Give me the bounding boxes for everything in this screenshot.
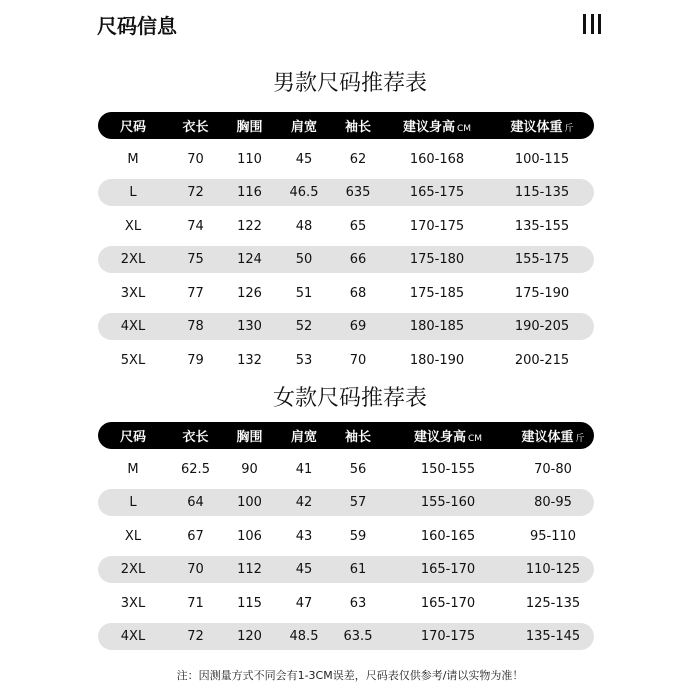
women-size-table bbox=[98, 422, 594, 650]
cell-length: 67 bbox=[187, 528, 204, 544]
cell-sleeve: 63.5 bbox=[343, 629, 373, 644]
cell-sleeve: 65 bbox=[349, 218, 367, 234]
cell-sleeve: 63 bbox=[349, 595, 367, 611]
cell-weight: 190-205 bbox=[514, 319, 570, 334]
cell-shoulder: 52 bbox=[295, 319, 313, 334]
header-length: 衣长 bbox=[182, 120, 209, 135]
cell-sleeve: 59 bbox=[349, 528, 367, 544]
cell-shoulder: 43 bbox=[295, 528, 313, 544]
cell-sleeve: 56 bbox=[349, 461, 367, 477]
cell-weight: 70-80 bbox=[534, 461, 572, 477]
cell-size: 2XL bbox=[120, 562, 146, 577]
header-chest: 胸围 bbox=[236, 120, 263, 135]
cell-weight: 135-155 bbox=[514, 218, 570, 234]
cell-chest: 120 bbox=[237, 629, 262, 644]
cell-chest: 115 bbox=[237, 595, 262, 611]
cell-height: 170-175 bbox=[409, 218, 465, 234]
cell-length: 77 bbox=[187, 285, 204, 301]
cell-height: 175-180 bbox=[409, 252, 465, 267]
cell-size: 2XL bbox=[120, 252, 146, 267]
height-unit: CM bbox=[467, 434, 483, 444]
table-row bbox=[98, 489, 594, 516]
cell-length: 71 bbox=[187, 595, 204, 611]
cell-shoulder: 46.5 bbox=[289, 185, 319, 200]
men-table-header bbox=[98, 112, 594, 139]
cell-sleeve: 57 bbox=[349, 495, 367, 510]
cell-height: 165-170 bbox=[420, 562, 476, 577]
cell-sleeve: 62 bbox=[349, 151, 367, 167]
cell-sleeve: 70 bbox=[349, 352, 367, 368]
table-row bbox=[98, 146, 594, 173]
cell-length: 64 bbox=[187, 495, 204, 510]
cell-shoulder: 47 bbox=[295, 595, 313, 611]
cell-sleeve: 635 bbox=[345, 185, 371, 200]
cell-sleeve: 66 bbox=[349, 252, 367, 267]
cell-chest: 112 bbox=[237, 562, 262, 577]
cell-shoulder: 45 bbox=[295, 562, 313, 577]
table-row bbox=[98, 456, 594, 483]
cell-shoulder: 41 bbox=[295, 461, 313, 477]
header-shoulder: 肩宽 bbox=[290, 430, 317, 445]
table-row bbox=[98, 280, 594, 307]
cell-shoulder: 53 bbox=[295, 352, 313, 368]
header-length: 衣长 bbox=[182, 430, 209, 445]
weight-unit: 斤 bbox=[564, 124, 574, 134]
cell-size: 4XL bbox=[120, 319, 146, 334]
women-table-header bbox=[98, 422, 594, 449]
cell-size: XL bbox=[124, 218, 142, 234]
cell-chest: 122 bbox=[237, 218, 262, 234]
header-height: 建议身高 CM bbox=[413, 430, 483, 445]
cell-weight: 80-95 bbox=[534, 495, 572, 510]
header-sleeve: 袖长 bbox=[344, 430, 371, 445]
cell-length: 78 bbox=[187, 319, 204, 334]
cell-size: M bbox=[127, 461, 139, 477]
header-height: 建议身高 CM bbox=[402, 120, 472, 135]
header-chest: 胸围 bbox=[236, 430, 263, 445]
cell-weight: 95-110 bbox=[529, 528, 577, 544]
cell-height: 180-185 bbox=[409, 319, 465, 334]
cell-size: L bbox=[129, 495, 137, 510]
cell-chest: 100 bbox=[237, 495, 262, 510]
header-sleeve: 袖长 bbox=[344, 120, 371, 135]
cell-chest: 126 bbox=[237, 285, 262, 301]
cell-size: M bbox=[127, 151, 139, 167]
header-shoulder: 肩宽 bbox=[290, 120, 317, 135]
cell-weight: 125-135 bbox=[525, 595, 581, 611]
cell-chest: 106 bbox=[237, 528, 262, 544]
table-row bbox=[98, 246, 594, 273]
cell-size: 3XL bbox=[120, 285, 146, 301]
cell-length: 72 bbox=[187, 629, 204, 644]
cell-weight: 115-135 bbox=[514, 185, 570, 200]
cell-size: 5XL bbox=[120, 352, 146, 368]
cell-length: 72 bbox=[187, 185, 204, 200]
cell-chest: 90 bbox=[241, 461, 258, 477]
weight-unit: 斤 bbox=[575, 434, 585, 444]
cell-sleeve: 61 bbox=[349, 562, 367, 577]
table-row bbox=[98, 590, 594, 617]
cell-chest: 110 bbox=[237, 151, 262, 167]
cell-length: 70 bbox=[187, 151, 204, 167]
cell-sleeve: 68 bbox=[349, 285, 367, 301]
cell-size: XL bbox=[124, 528, 142, 544]
cell-shoulder: 48.5 bbox=[289, 629, 319, 644]
cell-chest: 116 bbox=[237, 185, 262, 200]
cell-weight: 200-215 bbox=[514, 352, 570, 368]
menu-icon[interactable] bbox=[583, 14, 601, 34]
cell-weight: 135-145 bbox=[525, 629, 581, 644]
cell-height: 160-168 bbox=[409, 151, 465, 167]
cell-height: 180-190 bbox=[409, 352, 465, 368]
cell-shoulder: 51 bbox=[295, 285, 313, 301]
cell-shoulder: 50 bbox=[295, 252, 313, 267]
cell-chest: 124 bbox=[237, 252, 262, 267]
table-row bbox=[98, 213, 594, 240]
cell-length: 75 bbox=[187, 252, 204, 267]
header-weight: 建议体重 斤 bbox=[510, 120, 574, 135]
header-size: 尺码 bbox=[119, 430, 146, 445]
cell-height: 170-175 bbox=[420, 629, 476, 644]
cell-length: 74 bbox=[187, 218, 204, 234]
cell-height: 160-165 bbox=[420, 528, 476, 544]
cell-size: 4XL bbox=[120, 629, 146, 644]
height-unit: CM bbox=[456, 124, 472, 134]
cell-chest: 132 bbox=[237, 352, 262, 368]
cell-weight: 155-175 bbox=[514, 252, 570, 267]
cell-length: 70 bbox=[187, 562, 204, 577]
cell-shoulder: 48 bbox=[295, 218, 313, 234]
cell-height: 175-185 bbox=[409, 285, 465, 301]
cell-shoulder: 45 bbox=[295, 151, 313, 167]
cell-height: 165-175 bbox=[409, 185, 465, 200]
cell-height: 155-160 bbox=[420, 495, 476, 510]
disclaimer-note: 注：因测量方式不同会有1-3CM误差，尺码表仅供参考/请以实物为准！ bbox=[176, 669, 524, 682]
table-row bbox=[98, 556, 594, 583]
table-row bbox=[98, 347, 594, 374]
men-size-table bbox=[98, 112, 594, 374]
cell-height: 165-170 bbox=[420, 595, 476, 611]
header-size: 尺码 bbox=[119, 120, 146, 135]
cell-length: 62.5 bbox=[181, 461, 210, 477]
cell-height: 150-155 bbox=[420, 461, 476, 477]
table-row bbox=[98, 313, 594, 340]
cell-sleeve: 69 bbox=[349, 319, 367, 334]
header-weight: 建议体重 斤 bbox=[521, 430, 585, 445]
table-row bbox=[98, 523, 594, 550]
cell-chest: 130 bbox=[237, 319, 262, 334]
cell-weight: 110-125 bbox=[525, 562, 581, 577]
table-row bbox=[98, 179, 594, 206]
cell-shoulder: 42 bbox=[295, 495, 313, 510]
cell-weight: 175-190 bbox=[514, 285, 570, 301]
cell-length: 79 bbox=[187, 352, 204, 368]
page-title: 尺码信息 bbox=[97, 14, 177, 38]
cell-size: L bbox=[129, 185, 137, 200]
cell-size: 3XL bbox=[120, 595, 146, 611]
men-table-title: 男款尺码推荐表 bbox=[272, 71, 427, 96]
cell-weight: 100-115 bbox=[514, 151, 570, 167]
women-table-title: 女款尺码推荐表 bbox=[272, 386, 427, 411]
table-row bbox=[98, 623, 594, 650]
